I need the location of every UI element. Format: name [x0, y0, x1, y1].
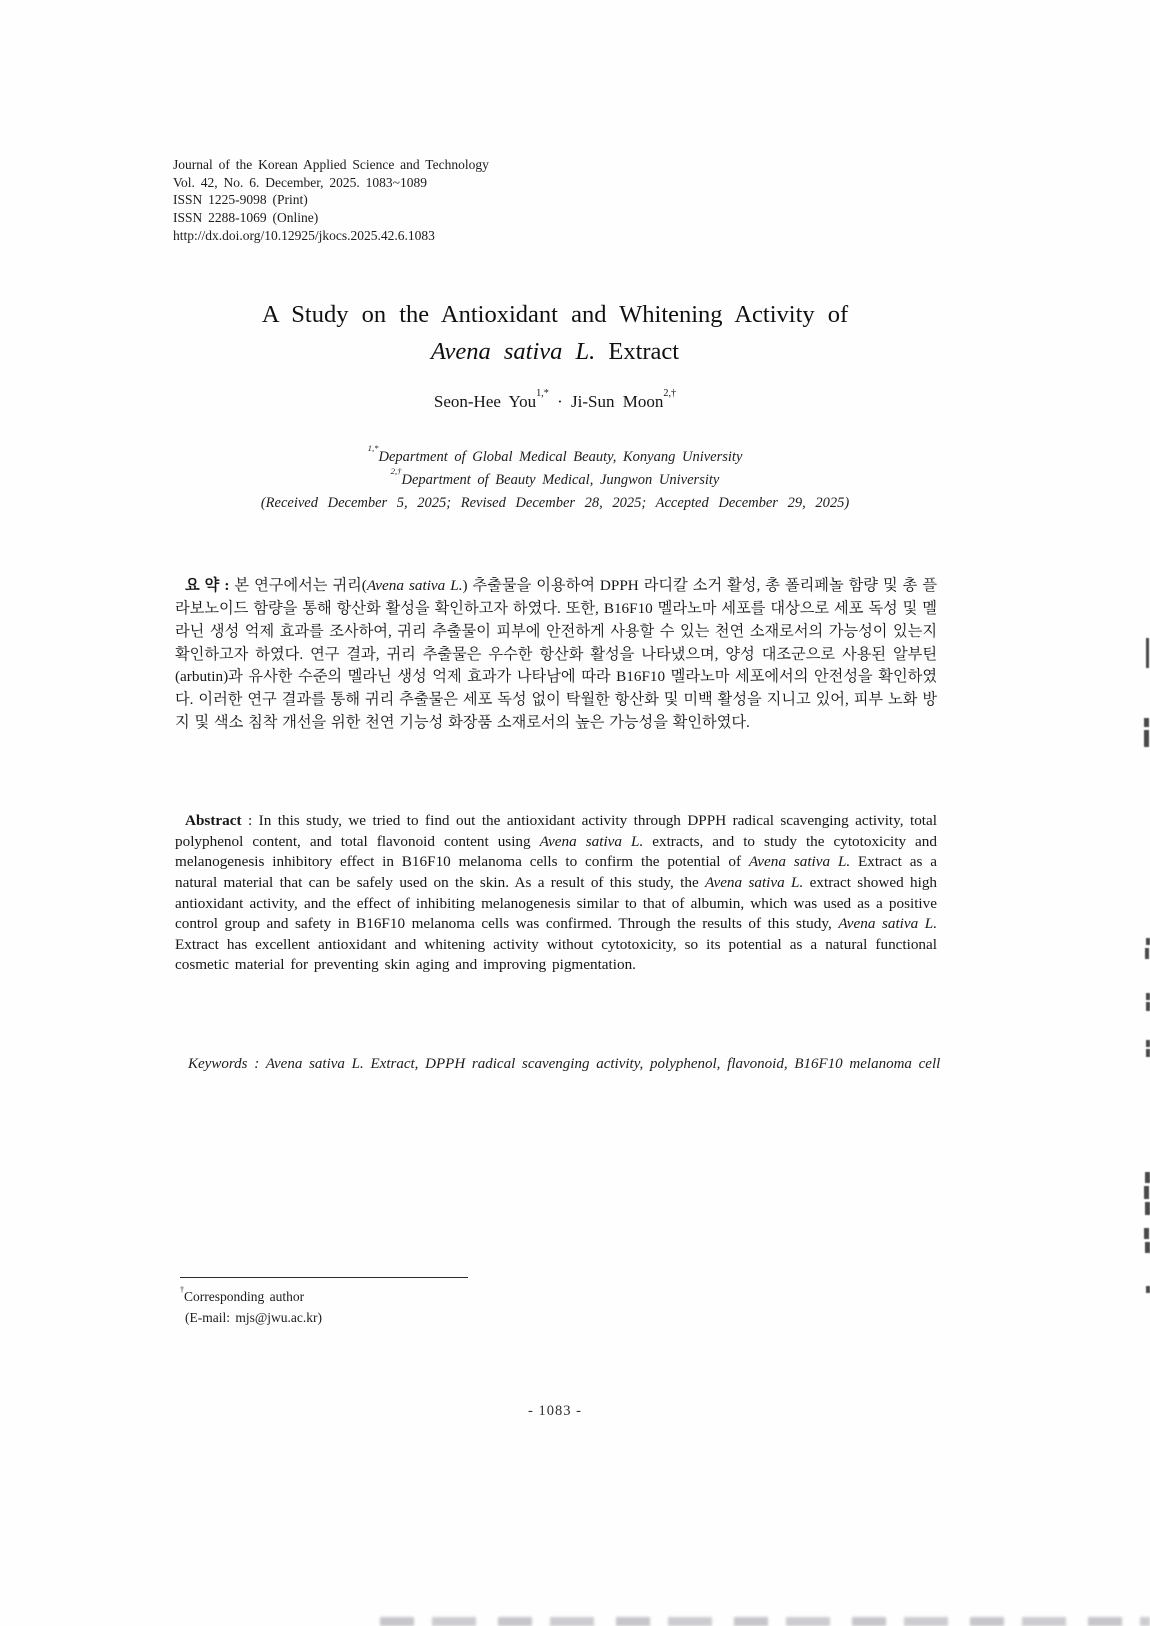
corresponding-author-text: Corresponding author: [184, 1289, 305, 1304]
keywords-colon: :: [247, 1056, 266, 1072]
affiliation-2-text: Department of Beauty Medical, Jungwon University: [401, 472, 720, 488]
scan-artifact: [1145, 948, 1149, 959]
scan-artifact: [1146, 1049, 1150, 1057]
corresponding-author-email: (E-mail: mjs@jwu.ac.kr): [185, 1310, 323, 1325]
journal-name: Journal of the Korean Applied Science and Technology: [173, 157, 489, 172]
author-1: Seon-Hee You: [433, 392, 537, 411]
english-abstract: [175, 811, 937, 976]
footnote-divider: [180, 1277, 468, 1278]
scan-artifact: [1146, 1002, 1150, 1011]
footnote-block: [180, 1286, 600, 1328]
dagger-symbol: †: [180, 1284, 185, 1294]
author-2-superscript: 2,†: [663, 387, 677, 399]
affiliation-1: [175, 443, 935, 469]
affiliation-1-text: Department of Global Medical Beauty, Konyang University: [378, 449, 743, 465]
scan-artifact: [1144, 1228, 1149, 1239]
scan-artifact: [1145, 1172, 1150, 1183]
scan-artifact: [1145, 1202, 1150, 1215]
keywords-label: Keywords: [188, 1056, 248, 1072]
keywords-line: [188, 1053, 1036, 1076]
korean-abstract: [175, 575, 937, 735]
doi-link: http://dx.doi.org/10.12925/jkocs.2025.42.6.1083: [173, 227, 435, 243]
scan-artifact: [1146, 638, 1149, 668]
journal-header: [173, 156, 733, 245]
paper-title: [175, 296, 935, 370]
korean-abstract-label: 요 약: [185, 577, 220, 595]
title-line-2-rest: Extract: [595, 338, 680, 365]
corresponding-author-note: [180, 1286, 600, 1307]
title-line-1: A Study on the Antioxidant and Whitening Activity of: [261, 301, 849, 328]
page-number: - 1083 -: [528, 1403, 582, 1419]
korean-abstract-text: 본 연구에서는 귀리(Avena sativa L.) 추출물을 이용하여 DPPH 라디칼 소거 활성, 총 폴리페놀 함량 및 총 플라보노이드 함량을 통해 항산화 활성을 확인하고자 하였다. 또한, B16F10 멜라노마 세포를 대상으로 세포 독성 및 멜라닌 생성 억제 효과를 조사하여, 귀리 추출물이 피부에 안전하게 사용할 수 있는 천연 소재로서의 가능성이 있는지 확인하고자 하였다. 연구 결과, 귀리 추출물은 우수한 항산화 활성을 나타냈으며, 양성 대조군으로 사용된 알부틴(arbutin)과 유사한 수준의 멜라닌 생성 억제 효과가 나타남에 따라 B16F10 멜라노마 세포에서의 안전성을 확인하였다. 이러한 연구 결과를 통해 귀리 추출물은 세포 독성 없이 탁월한 항산화 및 미백 활성을 지니고 있어, 피부 노화 방지 및 색소 침착 개선을 위한 천연 기능성 화장품 소재로서의 높은 가능성을 확인하였다.: [175, 577, 937, 731]
page-edge-text-remnant: [380, 1617, 1150, 1626]
abstract-colon: :: [241, 812, 259, 830]
abstract-text: In this study, we tried to find out the antioxidant activity through DPPH radical scavenging activity, total polyphenol content, and total flavonoid content using Avena sativa L. extracts, and to study the cytotoxicity and melanogenesis inhibitory effect in B16F10 melanoma cells to confirm the potential of Avena sativa L. Extract as a natural material that can be safely used on the skin. As a result of this study, the Avena sativa L. extract showed high antioxidant activity, and the effect of inhibiting melanogenesis similar to that of albumin, which was used as a positive control group and safety in B16F10 melanoma cells was confirmed. Through the results of this study, Avena sativa L. Extract has excellent antioxidant and whitening activity without cytotoxicity, so its potential as a natural functional cosmetic material for preventing skin aging and improving pigmentation.: [175, 812, 938, 974]
journal-volume-issue: Vol. 42, No. 6. December, 2025. 1083~1089: [173, 174, 427, 190]
author-1-superscript: 1,*: [536, 387, 549, 399]
author-separator: ·: [548, 392, 572, 411]
affiliation-2: [175, 466, 935, 492]
scan-artifact: [1144, 730, 1149, 747]
issn-print: ISSN 1225-9098 (Print): [173, 192, 308, 208]
abstract-label: Abstract: [185, 812, 242, 830]
issn-online: ISSN 2288-1069 (Online): [173, 210, 319, 226]
scan-artifact: [1146, 938, 1150, 945]
affiliation-1-superscript: 1,*: [367, 443, 379, 454]
scan-artifact: [1144, 718, 1149, 727]
affiliation-2-superscript: 2,†: [390, 466, 402, 477]
scan-artifact: [1146, 993, 1150, 1000]
scan-artifact: [1146, 1286, 1150, 1293]
korean-abstract-colon: :: [219, 577, 235, 595]
title-species-name: Avena sativa L.: [430, 338, 596, 365]
author-2: Ji-Sun Moon: [571, 392, 664, 411]
title-line-2: [175, 333, 935, 370]
authors-line: [175, 387, 935, 412]
scan-artifact: [1144, 1186, 1149, 1199]
keywords-text: Avena sativa L. Extract, DPPH radical scavenging activity, polyphenol, flavonoid, B16F10 melanoma cell: [265, 1056, 941, 1072]
scan-artifact: [1146, 1040, 1150, 1047]
affiliations-block: [175, 443, 935, 515]
scan-artifact: [1145, 1242, 1150, 1253]
received-revised-accepted: (Received December 5, 2025; Revised December 28, 2025; Accepted December 29, 2025): [260, 495, 850, 511]
